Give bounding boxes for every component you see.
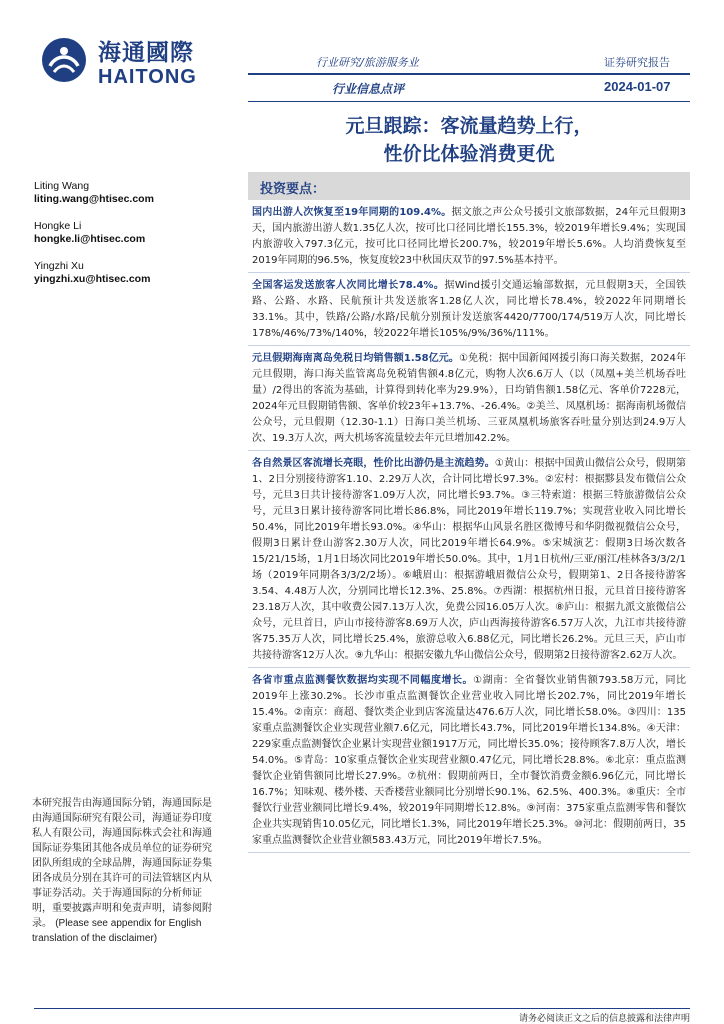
haitong-logo-mark-icon bbox=[40, 36, 88, 84]
brand-name-en: HAITONG bbox=[98, 66, 197, 88]
footer-note: 请务必阅读正文之后的信息披露和法律声明 bbox=[518, 1014, 690, 1024]
paragraph-body: ①湖南：全省餐饮业销售额793.58万元，同比2019年上涨30.2%。长沙市重点监测餐饮企业营业收入同比增长202.7%，同比2019年增长15.4%。②南京：商超、餐饮类企业到店客流量达476.6万人次，同比增长58.0%。③四川：135家重点监测餐饮企业实现营业额7.6亿元，同比增长43.7%，同比2019年增长134.8%。④天津：229家重点监测餐饮企业累计实现营业额1917万元，同比增长35.0%；接待顾客7.8万人次，增长54.0%。⑤青岛：10家重点餐饮企业实现营业额0.47亿元，同比增长28.8%。⑥北京：重点监测餐饮企业销售额同比增长27.9%。⑦杭州：假期前两日，全市餐饮消费金额6.96亿元，同比增长16.7%；知味观、楼外楼、天香楼营业额同比分别增长90.1%、62.5%、400.3%。⑧重庆：全市餐饮行业营业额同比增长9.4%，较2019年同期增长12.8%。⑨河南：375家重点监测零售和餐饮企业共实现销售10.05亿元，同比增长1.3%，同比2019年增长25.3%。⑩河北：假期前两日，35家重点监测餐饮企业营业额583.43万元，同比2019年增长7.5%。 bbox=[252, 675, 686, 846]
paragraph-lead: 各省市重点监测餐饮数据均实现不同幅度增长。 bbox=[252, 675, 474, 686]
paragraph-body: 据Wind援引交通运输部数据，元旦假期3天，全国铁路、公路、水路、民航预计共发送旅客1.28亿人次，同比增长78.4%，较2022年同期增长33.1%。其中，铁路/公路/水路/民航分别预计发送旅客4420/7700/174/519万人次，同比增长178%/46%/73%/140%，较2022年增长105%/9%/36%/111%。 bbox=[252, 280, 686, 339]
key-point-paragraph bbox=[248, 350, 690, 451]
author-entry bbox=[34, 180, 234, 206]
disclaimer bbox=[32, 796, 216, 946]
section-header bbox=[248, 172, 690, 200]
disclaimer-cn: 本研究报告由海通国际分销，海通国际是由海通国际研究有限公司，海通证券印度私人有限公司，海通国际株式会社和海通国际证券集团其他各成员单位的证券研究团队所组成的全球品牌，海通国际证券集团各成员分别在其许可的司法管辖区内从事证券活动。关于海通国际的分析师证明，重要披露声明和免责声明，请参阅附录。 bbox=[32, 798, 212, 929]
brand-name-cn: 海通國際 bbox=[98, 40, 194, 66]
author-email[interactable]: yingzhi.xu@htisec.com bbox=[34, 273, 151, 285]
paragraph-lead: 国内出游人次恢复至19年同期的109.4%。 bbox=[252, 207, 452, 218]
paragraph-lead: 各自然景区客流增长亮眼，性价比出游仍是主流趋势。 bbox=[252, 458, 495, 469]
author-name: Hongke Li bbox=[34, 220, 82, 232]
report-type-label: 证券研究报告 bbox=[604, 56, 670, 69]
key-points bbox=[248, 204, 690, 857]
report-title bbox=[248, 112, 690, 168]
header-divider-bottom bbox=[248, 101, 690, 102]
author-email[interactable]: hongke.li@htisec.com bbox=[34, 233, 146, 245]
paragraph-body: 据文旅之声公众号援引文旅部数据，24年元旦假期3天，国内旅游出游人数1.35亿人次，按可比口径同比增长155.3%，较2019年增长9.4%；实现国内旅游收入797.3亿元，按可比口径同比增长200.7%，较2019年增长5.6%。人均消费恢复至2019年同期的96.5%，恢复度较23中秋国庆双节的97.5%基本持平。 bbox=[252, 207, 686, 266]
author-list bbox=[34, 180, 234, 300]
report-title-line-2: 性价比体验消费更优 bbox=[383, 143, 555, 165]
report-date: 2024-01-07 bbox=[604, 79, 671, 94]
key-point-paragraph bbox=[248, 455, 690, 668]
footer-divider bbox=[34, 1008, 690, 1009]
author-email[interactable]: liting.wang@htisec.com bbox=[34, 193, 154, 205]
paragraph-body: ①黄山：根据中国黄山微信公众号，假期第1、2日分别接待游客1.10、2.29万人次，合计同比增长97.3%。②宏村：根据黟县发布微信公众号，元旦3日共计接待游客1.09万人次，同比增长93.7%。③三特索道：根据三特旅游微信公众号，元旦3日累计接待游客同比增长86.8%，同比2019年增长119.7%；实现营业收入同比增长50.4%，同比2019年增长93.0%。④华山：根据华山风景名胜区微博号和华阴微视微信公众号，假期3日累计登山游客2.30万人次，同比2019年增长64.9%。⑤宋城演艺：假期3日场次数各15/21/15场，1月1日场次同比2019年增长50.0%。其中，1月1日杭州/三亚/丽江/桂林各3/3/2/1场（2019年同期各3/3/2/2场）。⑥峨眉山：根据游峨眉微信公众号，假期第1、2日各接待游客3.54、4.48万人次，分别同比增长12.3%、25.8%。⑦西湖：根据杭州日报，元旦首日接待游客23.18万人次，其中收费公园7.13万人次，免费公园16.05万人次。⑧庐山：根据九派文旅微信公众号，元旦首日，庐山市接待游客8.69万人次，庐山西海接待游客6.57万人次，九江市共接待游客75.35万人次，同比增长25.4%，旅游总收入6.88亿元，同比增长26.2%。元旦三天，庐山市共接待游客12万人次。⑨九华山：根据安徽九华山微信公众号，假期第2日接待游客2.62万人次。 bbox=[252, 458, 686, 661]
report-subtitle: 行业信息点评 bbox=[332, 82, 405, 96]
author-name: Liting Wang bbox=[34, 180, 90, 192]
header-divider-top bbox=[248, 73, 690, 75]
disclaimer-en: (Please see appendix for English translation of the disclaimer) bbox=[32, 918, 202, 944]
author-name: Yingzhi Xu bbox=[34, 260, 84, 272]
key-point-paragraph bbox=[248, 672, 690, 853]
key-point-paragraph bbox=[248, 204, 690, 273]
paragraph-lead: 全国客运发送旅客人次同比增长78.4%。 bbox=[252, 280, 445, 291]
paragraph-lead: 元旦假期海南离岛免税日均销售额1.58亿元。 bbox=[252, 353, 460, 364]
section-title: 投资要点： bbox=[260, 182, 326, 197]
paragraph-body: ①免税：据中国新闻网援引海口海关数据，2024年元旦假期，海口海关监管离岛免税销售额4.8亿元，购物人次6.6万人（以（凤凰+美兰机场吞吐量）/2得出的客流为基础，计算得到转化率为29.9%），日均销售额1.58亿元、客单价7228元，2024年元旦假期销售额、客单价较23年+13.7%、-26.4%。②美兰、凤凰机场：据海南机场微信公众号，元旦假期（12.30-1.1）日海口美兰机场、三亚凤凰机场旅客吞吐量分别达到24.9万人次、19.3万人次，两大机场客流量较去年元旦增加42.2%。 bbox=[252, 353, 686, 444]
industry-label: 行业研究/旅游服务业 bbox=[316, 56, 419, 69]
key-point-paragraph bbox=[248, 277, 690, 346]
author-entry bbox=[34, 260, 234, 286]
haitong-logo bbox=[40, 34, 210, 96]
author-entry bbox=[34, 220, 234, 246]
report-title-line-1: 元旦跟踪：客流量趋势上行， bbox=[345, 115, 593, 137]
